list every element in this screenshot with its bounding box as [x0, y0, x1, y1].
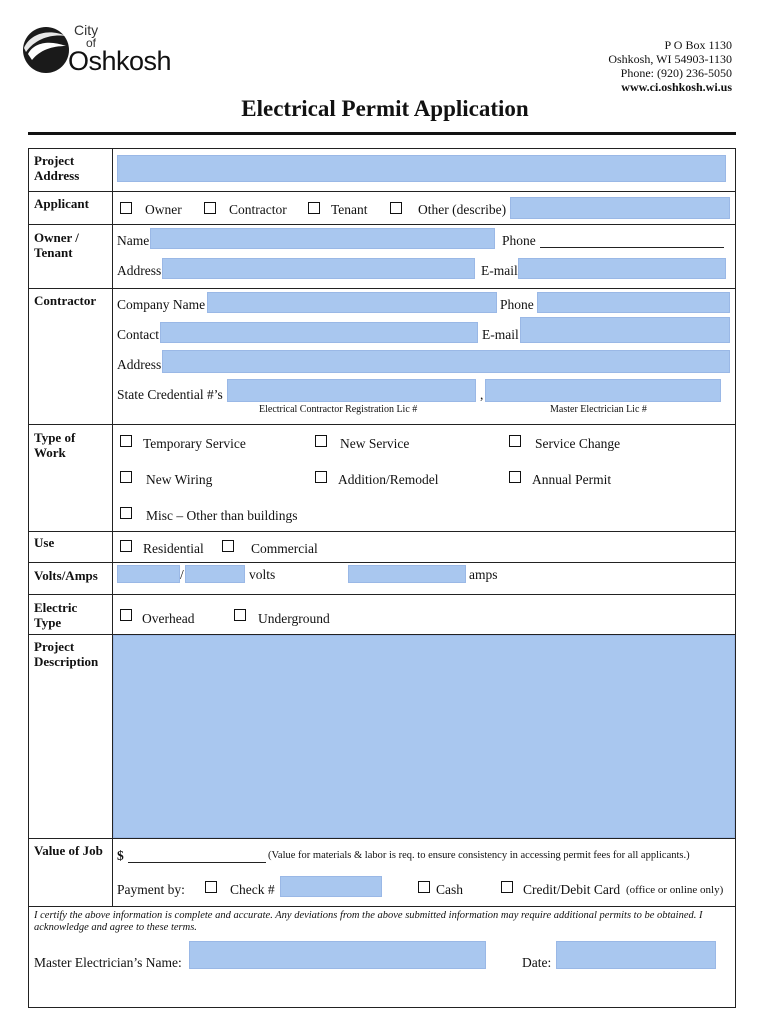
project-address-field[interactable] [117, 155, 726, 182]
row-divider [28, 191, 736, 192]
payment-by-label: Payment by: [117, 882, 185, 897]
applicant-other-checkbox[interactable] [390, 202, 402, 214]
annual-permit-label: Annual Permit [532, 472, 612, 487]
credential-comma: , [480, 387, 484, 402]
title-rule [28, 132, 736, 135]
certification-text: I certify the above information is complete and accurate. Any deviations from the above submitted information may require additional permits to be obtained. I acknowledge and agree to these terms. [34, 910, 703, 933]
volts-amps-label: Volts/Amps [34, 568, 98, 583]
volts-slash: / [180, 567, 184, 582]
master-electrician-lic-field[interactable] [485, 379, 721, 402]
temporary-service-checkbox[interactable] [120, 435, 132, 447]
applicant-other-field[interactable] [510, 197, 730, 219]
state-credential-label: State Credential #’s [117, 387, 223, 402]
credit-debit-note: (office or online only) [626, 884, 724, 896]
contractor-contact-label: Contact [117, 327, 159, 342]
volts-unit-label: volts [249, 567, 276, 582]
new-wiring-label: New Wiring [146, 472, 213, 487]
type-of-work-label: Type of Work [34, 430, 76, 460]
project-address-label: Project Address [34, 153, 80, 183]
residential-label: Residential [143, 541, 204, 556]
contractor-company-field[interactable] [207, 292, 497, 313]
overhead-label: Overhead [142, 611, 195, 626]
frame-bottom [28, 1007, 736, 1008]
row-divider [28, 906, 736, 907]
phone-line: Phone: (920) 236-5050 [620, 66, 732, 80]
electric-type-label: Electric Type [34, 600, 78, 630]
addition-remodel-label: Addition/Remodel [338, 472, 439, 487]
applicant-owner-label: Owner [145, 202, 182, 217]
address-block [608, 38, 732, 94]
website-link[interactable]: www.ci.oshkosh.wi.us [621, 80, 732, 94]
project-description-field[interactable] [113, 635, 735, 838]
logo-city-text: City [74, 22, 99, 38]
owner-phone-field[interactable] [540, 247, 724, 248]
row-divider [28, 424, 736, 425]
contractor-address-label: Address [117, 357, 162, 372]
credit-debit-label: Credit/Debit Card [523, 882, 621, 897]
contractor-contact-field[interactable] [160, 322, 478, 343]
amps-field[interactable] [348, 565, 466, 583]
commercial-label: Commercial [251, 541, 318, 556]
credit-debit-checkbox[interactable] [501, 881, 513, 893]
logo-swoosh-icon [22, 24, 72, 76]
check-payment-checkbox[interactable] [205, 881, 217, 893]
logo-of-text: of [86, 36, 97, 50]
new-service-checkbox[interactable] [315, 435, 327, 447]
contractor-email-label: E-mail [482, 327, 519, 342]
master-electrician-name-label: Master Electrician’s Name: [34, 955, 182, 970]
applicant-tenant-label: Tenant [331, 202, 368, 217]
owner-name-field[interactable] [150, 228, 495, 249]
row-divider [28, 562, 736, 563]
contractor-phone-field[interactable] [537, 292, 730, 313]
frame-left [28, 148, 29, 1008]
owner-email-label: E-mail [481, 263, 518, 278]
logo-name-text: Oshkosh [68, 46, 172, 76]
misc-other-checkbox[interactable] [120, 507, 132, 519]
check-number-label: Check # [230, 882, 275, 897]
owner-email-field[interactable] [518, 258, 726, 279]
owner-name-label: Name [117, 233, 150, 248]
row-divider [28, 288, 736, 289]
value-of-job-field[interactable] [128, 862, 266, 863]
value-note: (Value for materials & labor is req. to ensure consistency in accessing permit fees for all applicants.) [268, 850, 690, 861]
row-divider [28, 224, 736, 225]
temporary-service-label: Temporary Service [143, 436, 246, 451]
frame-top [28, 148, 736, 149]
new-wiring-checkbox[interactable] [120, 471, 132, 483]
master-electrician-name-field[interactable] [189, 941, 486, 969]
contractor-company-label: Company Name [117, 297, 206, 312]
address-line-2: Oshkosh, WI 54903-1130 [608, 52, 732, 66]
contractor-label: Contractor [34, 293, 97, 308]
contractor-email-field[interactable] [520, 317, 730, 343]
commercial-checkbox[interactable] [222, 540, 234, 552]
contractor-address-field[interactable] [162, 350, 730, 373]
applicant-label: Applicant [34, 196, 89, 211]
registration-lic-caption: Electrical Contractor Registration Lic # [259, 404, 418, 415]
row-divider [28, 594, 736, 595]
owner-tenant-label: Owner / Tenant [34, 230, 79, 260]
date-field[interactable] [556, 941, 716, 969]
applicant-contractor-checkbox[interactable] [204, 202, 216, 214]
addition-remodel-checkbox[interactable] [315, 471, 327, 483]
volts-field-2[interactable] [185, 565, 245, 583]
owner-address-field[interactable] [162, 258, 475, 279]
dollar-sign: $ [117, 848, 124, 863]
row-divider [28, 531, 736, 532]
overhead-checkbox[interactable] [120, 609, 132, 621]
contractor-registration-field[interactable] [227, 379, 476, 402]
applicant-owner-checkbox[interactable] [120, 202, 132, 214]
applicant-contractor-label: Contractor [229, 202, 287, 217]
annual-permit-checkbox[interactable] [509, 471, 521, 483]
cash-label: Cash [436, 882, 463, 897]
residential-checkbox[interactable] [120, 540, 132, 552]
service-change-label: Service Change [535, 436, 621, 451]
owner-phone-label: Phone [502, 233, 536, 248]
address-line-1: P O Box 1130 [664, 38, 732, 52]
master-lic-caption: Master Electrician Lic # [550, 404, 647, 415]
underground-label: Underground [258, 611, 330, 626]
city-logo [22, 24, 182, 80]
contractor-phone-label: Phone [500, 297, 534, 312]
new-service-label: New Service [340, 436, 410, 451]
owner-address-label: Address [117, 263, 162, 278]
amps-unit-label: amps [469, 567, 498, 582]
check-number-field[interactable] [280, 876, 382, 897]
value-of-job-label: Value of Job [34, 843, 103, 858]
project-description-label: Project Description [34, 639, 99, 669]
misc-other-label: Misc – Other than buildings [146, 508, 298, 523]
use-label: Use [34, 535, 55, 550]
service-change-checkbox[interactable] [509, 435, 521, 447]
underground-checkbox[interactable] [234, 609, 246, 621]
applicant-other-label: Other (describe) [418, 202, 507, 217]
row-divider [28, 838, 736, 839]
applicant-tenant-checkbox[interactable] [308, 202, 320, 214]
frame-right [735, 148, 736, 1008]
cash-checkbox[interactable] [418, 881, 430, 893]
date-label: Date: [522, 955, 552, 970]
page-title: Electrical Permit Application [241, 96, 529, 121]
volts-field-1[interactable] [117, 565, 180, 583]
